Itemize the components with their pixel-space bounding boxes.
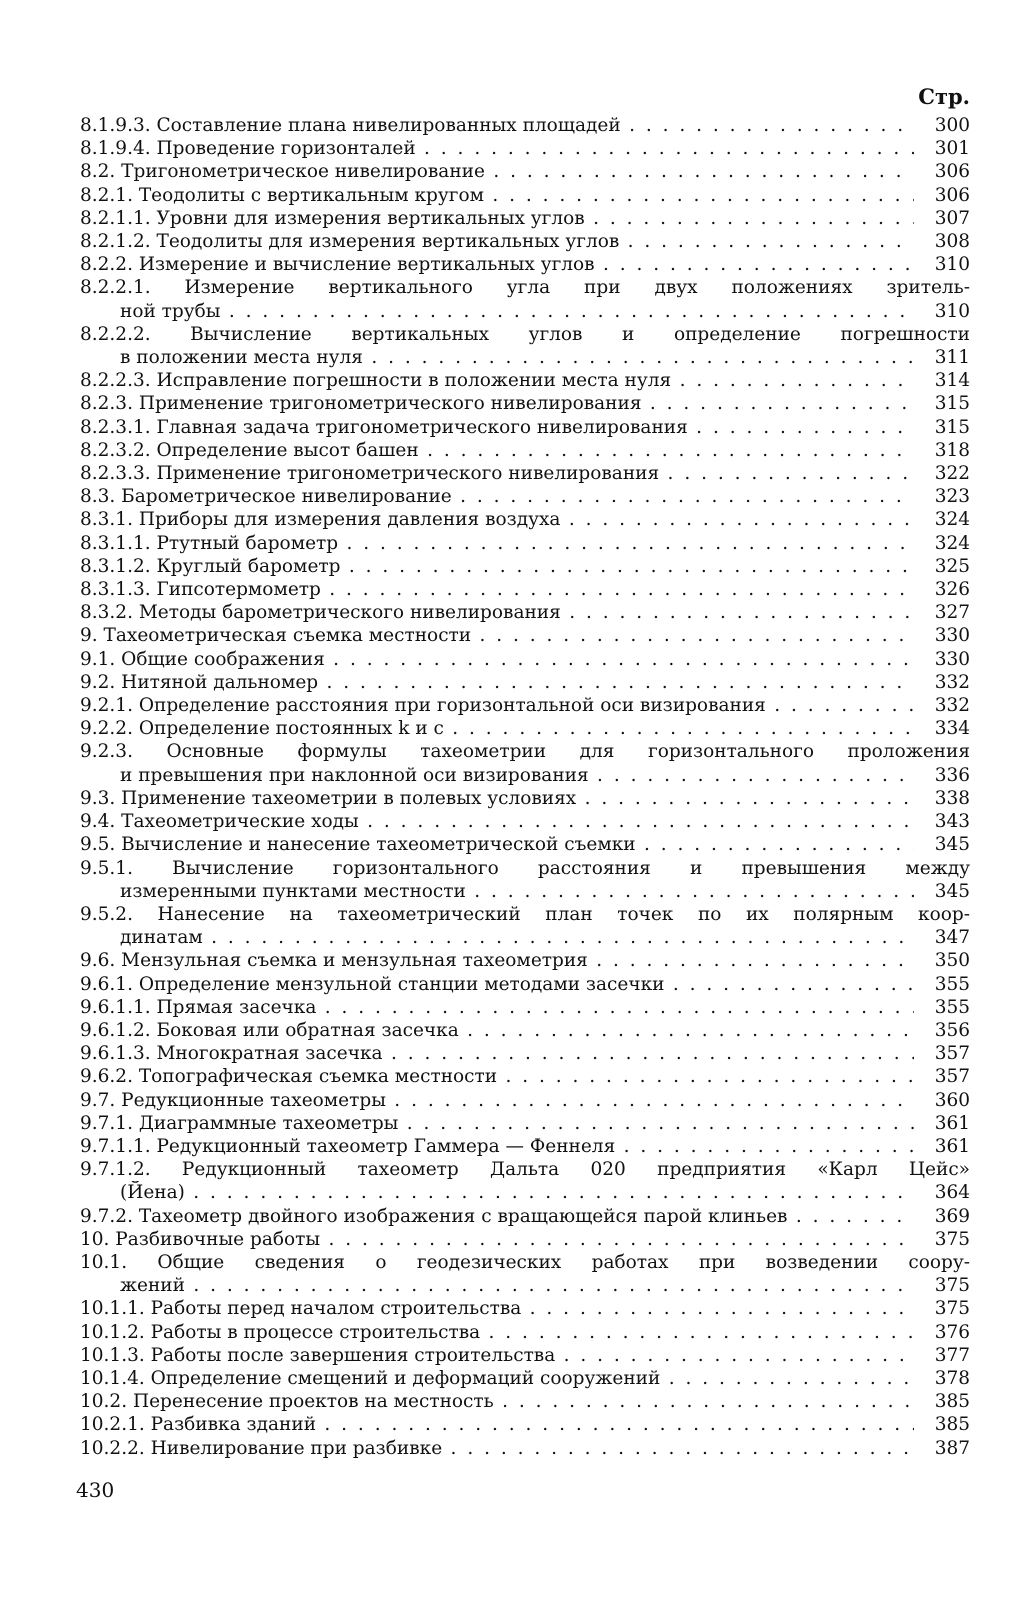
toc-entry-title: 8.2.2.3. Исправление погрешности в положении места нуля . . . — [80, 369, 914, 392]
toc-entry-page: 301 — [934, 138, 970, 160]
toc-entry-page: 308 — [934, 231, 970, 253]
toc-entry-title: 9.5.1. Вычисление горизонтального расстояния и превышения между — [80, 857, 970, 879]
toc-entry-title: 9.7.1. Диаграммные тахеометры . . . — [80, 1112, 914, 1135]
toc-entry — [80, 996, 970, 1019]
toc-entry-page: 338 — [934, 787, 970, 809]
toc-entry-title: 9.2.2. Определение постоянных k и c . . . — [80, 717, 914, 740]
toc-entry — [80, 1065, 970, 1088]
toc-entry — [80, 416, 970, 439]
toc-entry-title: 8.2.3.1. Главная задача тригонометрического нивелирования . . . — [80, 416, 914, 439]
toc-entry-title: 9.2.1. Определение расстояния при горизонтальной оси визирования . . . — [80, 694, 914, 717]
toc-entry-title: 8.3.1.2. Круглый барометр . . . — [80, 555, 914, 578]
toc-entry — [80, 462, 970, 485]
toc-entry — [80, 949, 970, 972]
toc-entry-page: 355 — [934, 996, 970, 1018]
toc-entry-title: 9.6.2. Топографическая съемка местности . . . — [80, 1065, 914, 1088]
toc-entry — [80, 1112, 970, 1135]
toc-entry-page: 361 — [934, 1112, 970, 1134]
toc-entry — [80, 114, 970, 137]
toc-entry-page: 356 — [934, 1019, 970, 1041]
toc-entry-page: 361 — [934, 1135, 970, 1157]
toc-entry-title: 10.1. Общие сведения о геодезических работах при возведении соору- — [80, 1251, 970, 1273]
toc-entry-title: 8.2.1.2. Теодолиты для измерения вертикальных углов . . . — [80, 230, 914, 253]
toc-entry-title-cont: (Йена) . . . — [120, 1181, 914, 1204]
toc-entry-page: 330 — [934, 625, 970, 647]
toc-entry-page: 375 — [934, 1298, 970, 1320]
toc-entry — [80, 1437, 970, 1460]
toc-entry-page: 327 — [934, 602, 970, 624]
toc-entry-page: 324 — [934, 532, 970, 554]
toc-entry — [80, 1158, 970, 1204]
toc-entry-title: 8.3.2. Методы барометрического нивелирования . . . — [80, 601, 914, 624]
toc-entry-title: 8.2.1.1. Уровни для измерения вертикальных углов . . . — [80, 207, 914, 230]
toc-entry-title: 8.1.9.4. Проведение горизонталей . . . — [80, 137, 914, 160]
toc-entry — [80, 903, 970, 949]
toc-entry-title: 10.1.1. Работы перед началом строительства . . . — [80, 1297, 914, 1320]
toc-entry — [80, 1251, 970, 1297]
toc-entry-title: 10.1.4. Определение смещений и деформаций сооружений . . . — [80, 1367, 914, 1390]
toc-entry-page: 322 — [934, 463, 970, 485]
toc-entry-page: 315 — [934, 416, 970, 438]
toc-entry — [80, 1297, 970, 1320]
toc-entry — [80, 532, 970, 555]
toc-entry-page: 345 — [934, 834, 970, 856]
toc-entry — [80, 1135, 970, 1158]
toc-entry-title: 8.2.2. Измерение и вычисление вертикальных углов . . . — [80, 253, 914, 276]
toc-entry-page: 310 — [934, 254, 970, 276]
toc-entry-title: 8.3. Барометрическое нивелирование . . . — [80, 485, 914, 508]
toc-entry-page: 377 — [934, 1344, 970, 1366]
toc-entry — [80, 1321, 970, 1344]
toc-entry-title: 8.1.9.3. Составление плана нивелированных площадей . . . — [80, 114, 914, 137]
toc-entry-title: 10.1.2. Работы в процессе строительства . . . — [80, 1321, 914, 1344]
toc-entry-page: 360 — [934, 1089, 970, 1111]
toc-entry — [80, 578, 970, 601]
toc-entry — [80, 810, 970, 833]
toc-entry — [80, 740, 970, 786]
toc-entry-title: 9.2.3. Основные формулы тахеометрии для горизонтального проложения — [80, 741, 970, 763]
toc-entry-page: 375 — [934, 1228, 970, 1250]
toc-entry-page: 325 — [934, 555, 970, 577]
toc-entry — [80, 1042, 970, 1065]
toc-entry-page: 318 — [934, 439, 970, 461]
toc-entry — [80, 160, 970, 183]
toc-entry-title: 9.2. Нитяной дальномер . . . — [80, 671, 914, 694]
toc-entry-page: 306 — [934, 184, 970, 206]
toc-entry-title: 9.1. Общие соображения . . . — [80, 648, 914, 671]
toc-entry-title: 8.2.2.2. Вычисление вертикальных углов и определение погрешности — [80, 323, 970, 345]
toc-entry-page: 315 — [934, 393, 970, 415]
toc-entry-title-cont: жений . . . — [120, 1274, 914, 1297]
toc-entry-page: 307 — [934, 207, 970, 229]
toc-entry-title: 8.2.1. Теодолиты с вертикальным кругом . . . — [80, 184, 914, 207]
toc-entry — [80, 1367, 970, 1390]
toc-entry-page: 343 — [934, 811, 970, 833]
toc-entry — [80, 207, 970, 230]
toc-entry-page: 375 — [934, 1275, 970, 1297]
toc-entry-title: 9.7. Редукционные тахеометры . . . — [80, 1089, 914, 1112]
toc-entry-page: 350 — [934, 950, 970, 972]
toc-entry-title: 8.2.3.2. Определение высот башен . . . — [80, 439, 914, 462]
toc-entry-title: 9.5. Вычисление и нанесение тахеометрической съемки . . . — [80, 833, 914, 856]
toc-entry-title: 9.7.1.2. Редукционный тахеометр Дальта 020 предприятия «Карл Цейс» — [80, 1159, 970, 1181]
toc-entry-page: 385 — [934, 1391, 970, 1413]
toc-entry — [80, 137, 970, 160]
toc-entry — [80, 439, 970, 462]
toc-entry-page: 355 — [934, 973, 970, 995]
toc-entry-page: 378 — [934, 1367, 970, 1389]
toc-entry — [80, 1390, 970, 1413]
toc-entry — [80, 1205, 970, 1228]
toc-entry-title-cont: измеренными пунктами местности . . . — [120, 880, 914, 903]
toc-entry — [80, 392, 970, 415]
toc-entry-title: 9.3. Применение тахеометрии в полевых условиях . . . — [80, 787, 914, 810]
toc-entry-title: 10.2.2. Нивелирование при разбивке . . . — [80, 1437, 914, 1460]
toc-entry-page: 310 — [934, 300, 970, 322]
toc-entry — [80, 230, 970, 253]
toc-entry-title: 9.5.2. Нанесение на тахеометрический план точек по их полярным коор- — [80, 903, 970, 925]
toc-entry-title: 8.2.3.3. Применение тригонометрического нивелирования . . . — [80, 462, 914, 485]
toc-entry — [80, 787, 970, 810]
toc-entry-page: 306 — [934, 161, 970, 183]
toc-entry — [80, 1228, 970, 1251]
toc-entry-page: 347 — [934, 927, 970, 949]
toc-entry-title: 8.3.1. Приборы для измерения давления воздуха . . . — [80, 508, 914, 531]
toc-entry-page: 357 — [934, 1043, 970, 1065]
toc-entry-title: 8.3.1.3. Гипсотермометр . . . — [80, 578, 914, 601]
toc-entry — [80, 555, 970, 578]
toc-entry-page: 330 — [934, 648, 970, 670]
toc-entry-page: 369 — [934, 1205, 970, 1227]
toc-entry-page: 336 — [934, 764, 970, 786]
toc-entry-page: 387 — [934, 1437, 970, 1459]
toc-entry-title: 9.7.2. Тахеометр двойного изображения с вращающейся парой клиньев . . . — [80, 1205, 914, 1228]
toc-entry-title: 10.2. Перенесение проектов на местность . . . — [80, 1390, 914, 1413]
toc-entry — [80, 276, 970, 322]
toc-entry-page: 326 — [934, 579, 970, 601]
toc-entry-title: 10.2.1. Разбивка зданий . . . — [80, 1413, 914, 1436]
toc-entry-page: 311 — [934, 347, 970, 369]
toc-entry — [80, 369, 970, 392]
toc-entry — [80, 253, 970, 276]
toc-entry-title: 8.2.3. Применение тригонометрического нивелирования . . . — [80, 392, 914, 415]
toc-entry-title: 8.2. Тригонометрическое нивелирование . . . — [80, 160, 914, 183]
page-number: 430 — [76, 1478, 115, 1502]
toc-entry-page: 314 — [934, 370, 970, 392]
toc-entry-title-cont: динатам . . . — [120, 926, 914, 949]
toc-entry-page: 385 — [934, 1414, 970, 1436]
toc-entry-title: 9. Тахеометрическая съемка местности . . . — [80, 624, 914, 647]
toc-entry-page: 332 — [934, 695, 970, 717]
toc-entry-page: 364 — [934, 1182, 970, 1204]
toc-entry — [80, 1019, 970, 1042]
toc-entry — [80, 857, 970, 903]
toc-entry-page: 332 — [934, 671, 970, 693]
toc-entry — [80, 648, 970, 671]
toc-entry — [80, 1344, 970, 1367]
toc-entry-page: 357 — [934, 1066, 970, 1088]
toc-page — [80, 82, 970, 1460]
toc-entry — [80, 671, 970, 694]
toc-entry — [80, 508, 970, 531]
toc-entry-page: 324 — [934, 509, 970, 531]
toc-entry-title-cont: и превышения при наклонной оси визирования . . . — [120, 764, 914, 787]
toc-entry — [80, 717, 970, 740]
toc-entry-title: 9.6. Мензульная съемка и мензульная тахеометрия . . . — [80, 949, 914, 972]
toc-entry-title: 9.4. Тахеометрические ходы . . . — [80, 810, 914, 833]
toc-entry-title: 9.6.1.1. Прямая засечка . . . — [80, 996, 914, 1019]
toc-entry-title: 9.6.1.3. Многократная засечка . . . — [80, 1042, 914, 1065]
toc-entry — [80, 601, 970, 624]
toc-entry-title-cont: в положении места нуля . . . — [120, 346, 914, 369]
toc-entry-page: 345 — [934, 880, 970, 902]
toc-entry — [80, 624, 970, 647]
toc-entry-title-cont: ной трубы . . . — [120, 300, 914, 323]
toc-entry — [80, 694, 970, 717]
toc-entry-title: 8.2.2.1. Измерение вертикального угла при двух положениях зритель- — [80, 277, 970, 299]
toc-entry — [80, 1089, 970, 1112]
toc-entry — [80, 973, 970, 996]
toc-entry — [80, 833, 970, 856]
toc-entry-title: 10.1.3. Работы после завершения строительства . . . — [80, 1344, 914, 1367]
page-column-header: Стр. — [918, 84, 970, 109]
toc-entry — [80, 323, 970, 369]
toc-entry-title: 8.3.1.1. Ртутный барометр . . . — [80, 532, 914, 555]
toc-entry-page: 300 — [934, 115, 970, 136]
toc-entry — [80, 184, 970, 207]
toc-entry — [80, 1413, 970, 1436]
toc-entry-title: 9.6.1.2. Боковая или обратная засечка . . . — [80, 1019, 914, 1042]
toc-entry — [80, 485, 970, 508]
toc-entry-page: 376 — [934, 1321, 970, 1343]
toc-list — [80, 114, 970, 1460]
toc-entry-title: 9.7.1.1. Редукционный тахеометр Гаммера — Феннеля . . . — [80, 1135, 914, 1158]
toc-entry-page: 334 — [934, 718, 970, 740]
toc-entry-title: 10. Разбивочные работы . . . — [80, 1228, 914, 1251]
toc-entry-title: 9.6.1. Определение мензульной станции методами засечки . . . — [80, 973, 914, 996]
toc-entry-page: 323 — [934, 486, 970, 508]
